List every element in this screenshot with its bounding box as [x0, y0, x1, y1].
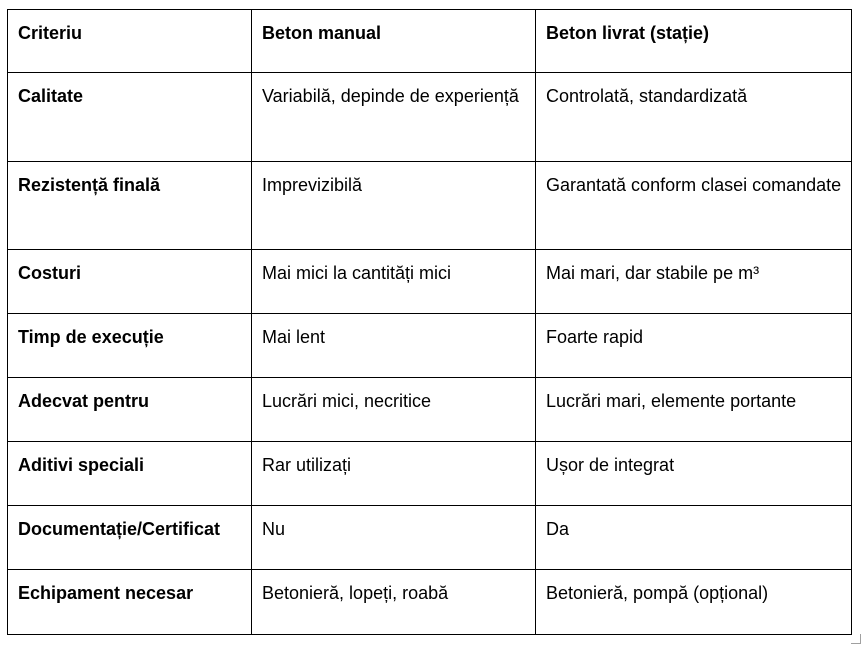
table-row	[8, 442, 852, 506]
delivered-cell[interactable]: Betonieră, pompă (opțional)	[536, 570, 852, 635]
criterion-cell[interactable]: Timp de execuție	[8, 314, 252, 378]
table-row	[8, 570, 852, 635]
manual-cell[interactable]: Mai mici la cantități mici	[252, 250, 536, 314]
manual-cell[interactable]: Nu	[252, 506, 536, 570]
comparison-table	[7, 9, 852, 635]
manual-cell[interactable]: Rar utilizați	[252, 442, 536, 506]
criterion-cell[interactable]: Adecvat pentru	[8, 378, 252, 442]
manual-cell[interactable]: Lucrări mici, necritice	[252, 378, 536, 442]
header-cell-beton-livrat[interactable]: Beton livrat (stație)	[536, 10, 852, 73]
delivered-cell[interactable]: Foarte rapid	[536, 314, 852, 378]
table-row	[8, 73, 852, 162]
manual-cell[interactable]: Imprevizibilă	[252, 162, 536, 250]
criterion-cell[interactable]: Calitate	[8, 73, 252, 162]
criterion-cell[interactable]: Rezistență finală	[8, 162, 252, 250]
delivered-cell[interactable]: Ușor de integrat	[536, 442, 852, 506]
header-cell-criteriu[interactable]: Criteriu	[8, 10, 252, 73]
table-row	[8, 162, 852, 250]
criterion-cell[interactable]: Echipament necesar	[8, 570, 252, 635]
table-row	[8, 314, 852, 378]
delivered-cell[interactable]: Mai mari, dar stabile pe m³	[536, 250, 852, 314]
table-row	[8, 506, 852, 570]
manual-cell[interactable]: Variabilă, depinde de experiență	[252, 73, 536, 162]
delivered-cell[interactable]: Da	[536, 506, 852, 570]
criterion-cell[interactable]: Documentație/Certificat	[8, 506, 252, 570]
criterion-cell[interactable]: Aditivi speciali	[8, 442, 252, 506]
delivered-cell[interactable]: Lucrări mari, elemente portante	[536, 378, 852, 442]
table-row	[8, 250, 852, 314]
header-cell-beton-manual[interactable]: Beton manual	[252, 10, 536, 73]
delivered-cell[interactable]: Controlată, standardizată	[536, 73, 852, 162]
manual-cell[interactable]: Betonieră, lopeți, roabă	[252, 570, 536, 635]
table-row	[8, 378, 852, 442]
manual-cell[interactable]: Mai lent	[252, 314, 536, 378]
delivered-cell[interactable]: Garantată conform clasei comandate	[536, 162, 852, 250]
criterion-cell[interactable]: Costuri	[8, 250, 252, 314]
header-row	[8, 10, 852, 73]
table-resize-handle[interactable]	[851, 634, 861, 644]
